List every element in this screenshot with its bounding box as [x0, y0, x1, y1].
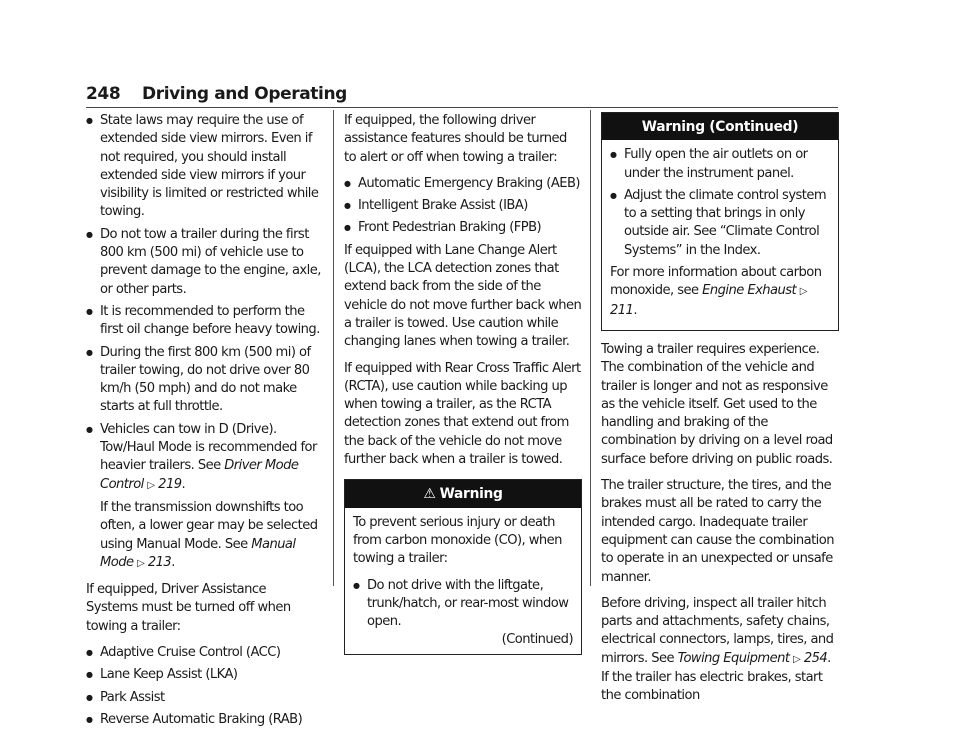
column-divider: [333, 110, 334, 586]
page-arrow-icon: ▷: [147, 479, 155, 491]
list-item: ● It is recommended to perform the first oil change before heavy towing.: [86, 303, 321, 340]
list-item: ● Do not tow a trailer during the first 800 km (500 mi) of vehicle use to prevent damage to the engine, axle, or other parts.: [86, 226, 321, 299]
list-item: ● During the first 800 km (500 mi) of trailer towing, do not drive over 80 km/h (50 mph) and do not make starts at full throttle.: [86, 344, 321, 417]
list-item: ● Automatic Emergency Braking (AEB): [344, 175, 582, 193]
bullet-list: [353, 577, 573, 632]
body-text: [601, 341, 839, 706]
page-ref[interactable]: 213: [147, 554, 172, 570]
warning-box: [344, 479, 582, 654]
paragraph: If the transmission downshifts too often, a lower gear may be selected using Manual Mode. See Manual Mode ▷ 213.: [100, 499, 318, 570]
page-arrow-icon: ▷: [799, 286, 807, 298]
paragraph: If equipped, Driver Assistance Systems must be turned off when towing a trailer:: [86, 582, 291, 634]
column-3: [601, 112, 839, 714]
paragraph: If equipped, the following driver assistance features should be turned to alert or off when towing a trailer:: [344, 113, 567, 165]
page-number: 248: [86, 84, 121, 104]
column-1: [86, 112, 321, 733]
page-ref[interactable]: 211: [610, 302, 634, 318]
page-arrow-icon: ▷: [137, 557, 145, 569]
warning-triangle-icon: ⚠: [423, 486, 436, 503]
cross-reference-link[interactable]: Towing Equipment: [677, 650, 790, 666]
bullet-list: [86, 644, 321, 729]
list-item: ● Do not drive with the liftgate, trunk/hatch, or rear-most window open.: [353, 577, 573, 632]
list-item: ● Lane Keep Assist (LKA): [86, 666, 321, 684]
warning-header: ⚠ Warning: [345, 480, 581, 507]
list-item: ● Intelligent Brake Assist (IBA): [344, 197, 582, 215]
warning-body: [602, 140, 838, 330]
column-2: [344, 112, 582, 655]
warning-header: Warning (Continued): [602, 113, 838, 140]
list-item: ● Adjust the climate control system to a setting that brings in only outside air. See “Climate Control Systems” in the Index.: [610, 187, 830, 260]
bullet-list: [344, 175, 582, 238]
warning-box: [601, 112, 839, 331]
cross-reference-link[interactable]: Driver Mode Control: [100, 458, 299, 492]
warning-body: [345, 508, 581, 654]
paragraph: If equipped with Rear Cross Traffic Alert (RCTA), use caution while backing up when towing a trailer, as the RCTA detection zones that extend out from the back of the vehicle do not move further back when a trailer is towed.: [344, 360, 581, 468]
page-header: [86, 82, 838, 108]
paragraph: Before driving, inspect all trailer hitch parts and attachments, safety chains, electrical connectors, lamps, tires, and mirrors. See Towing Equipment ▷ 254. If the trailer has electric brakes, start the combination: [601, 595, 834, 704]
list-item: ● Fully open the air outlets on or under the instrument panel.: [610, 146, 830, 183]
list-item: ● Reverse Automatic Braking (RAB): [86, 711, 321, 729]
list-item: ● Vehicles can tow in D (Drive). Tow/Haul Mode is recommended for heavier trailers. See Driver Mode Control ▷ 219.: [86, 421, 321, 495]
paragraph: For more information about carbon monoxide, see Engine Exhaust ▷ 211.: [610, 265, 822, 318]
column-divider: [590, 110, 591, 586]
page-arrow-icon: ▷: [793, 653, 801, 665]
list-item: ● Park Assist: [86, 689, 321, 707]
page-ref[interactable]: 219: [158, 476, 182, 492]
list-item: ● State laws may require the use of extended side view mirrors. Even if not required, you should install extended side view mirrors if your visibility is limited or restricted while towing.: [86, 112, 321, 222]
section-title: Driving and Operating: [142, 84, 347, 104]
bullet-list: [86, 112, 321, 495]
bullet-list: [610, 146, 830, 260]
list-item: ● Front Pedestrian Braking (FPB): [344, 219, 582, 237]
paragraph: If equipped with Lane Change Alert (LCA), the LCA detection zones that extend back from the side of the vehicle do not move further back when a trailer is towed. Use caution while changing lanes when towing a trailer.: [344, 242, 582, 350]
cross-reference-link[interactable]: Manual Mode: [100, 536, 296, 570]
page-ref[interactable]: 254: [803, 650, 828, 666]
paragraph: The trailer structure, the tires, and the brakes must all be rated to carry the intended cargo. Inadequate trailer equipment can cause the combination to operate in an unexpected or unsafe manner.: [601, 478, 834, 585]
continued-label: (Continued): [501, 632, 573, 648]
list-item: ● Adaptive Cruise Control (ACC): [86, 644, 321, 662]
paragraph: Towing a trailer requires experience. The combination of the vehicle and trailer is longer and not as responsive as the vehicle itself. Get used to the handling and braking of the combination by driving on a level road surface before driving on public roads.: [601, 341, 833, 467]
paragraph: To prevent serious injury or death from carbon monoxide (CO), when towing a trailer:: [353, 514, 562, 567]
cross-reference-link[interactable]: Engine Exhaust: [702, 283, 797, 299]
